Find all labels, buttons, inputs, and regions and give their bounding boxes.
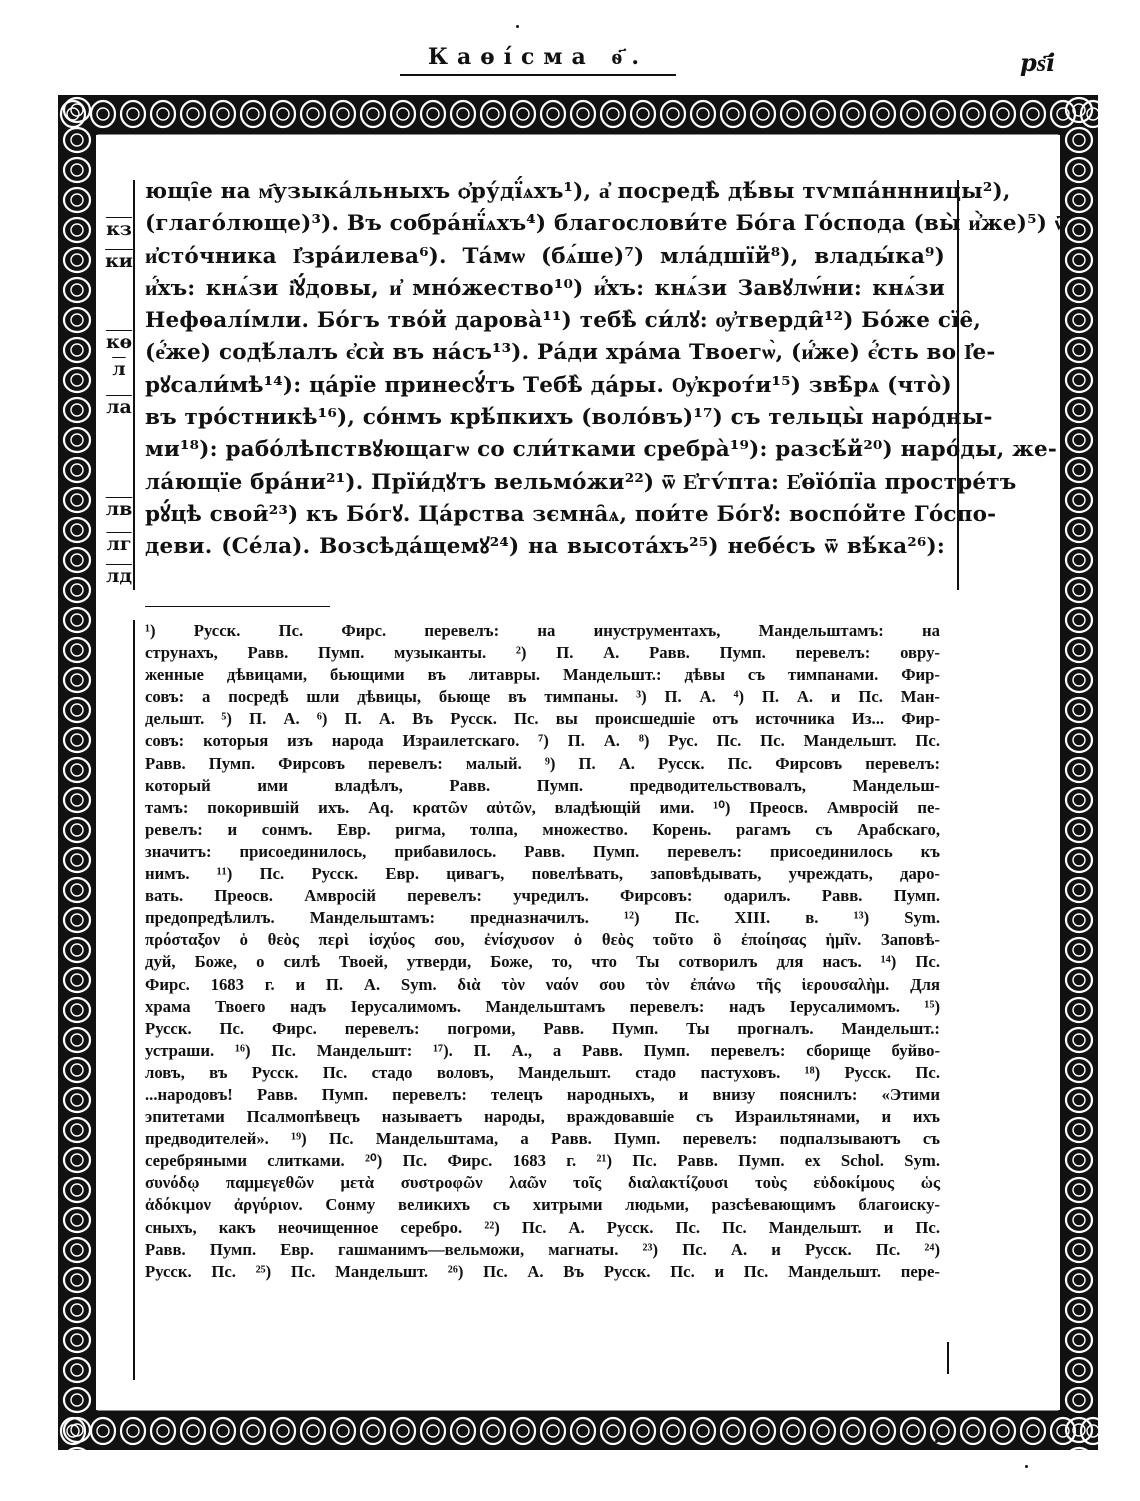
margin-note-text: ла: [106, 396, 132, 418]
margin-note-text: лв: [105, 498, 133, 520]
footnote-line: дуй, Боже, о силѣ Твоей, утверди, Боже, то, что Ты сотворилъ для насъ. ¹⁴) Пс.: [145, 952, 940, 972]
margin-note: [96, 333, 142, 352]
print-speck: [1025, 1465, 1028, 1468]
psalm-line: (е҆́же) содѣ́лалъ є҆сѝ въ на́съ¹³). Ра́ди хра́ма Твоегѡ̀, (и҆́же) є҆́сть во І҆е-: [145, 340, 996, 366]
psalm-line: ла́ющїе бра́ни²¹). Прїи́дꙋтъ вельмо́жи²²) ѿ Е҆гѵ́пта: Е҆ѳїо́пїа простре́тъ: [145, 469, 1017, 495]
footnote-line: ἀδόκιμον ἀργύριον. Сонму великихъ съ хитрыми людьми, разсѣевающимъ благоиску-: [145, 1195, 940, 1215]
margin-note: [96, 535, 142, 554]
footnote-line: эпитетами Псалмопѣвецъ называетъ народы, враждовавшіе съ Израильтянами, и ихъ: [145, 1107, 940, 1127]
margin-note-text: кз: [106, 218, 132, 240]
footnote-line: устраши. ¹⁶) Пс. Мандельшт: ¹⁷). П. А., а Равв. Пумп. перевелъ: сборище буйво-: [145, 1040, 940, 1060]
main-text-right-bar: [957, 180, 959, 590]
footnote-line: дельшт. ⁵) П. А. ⁶) П. А. Въ Русск. Пс. вы происшедшіе отъ источника Из... Фир-: [145, 709, 940, 729]
footnote-line: сныхъ, какъ неочищенное серебро. ²²) Пс. А. Русск. Пс. Пс. Мандельшт. и Пс.: [145, 1217, 940, 1237]
footnote-line: предопредѣлилъ. Мандельштамъ: предназначилъ. ¹²) Пс. XIII. в. ¹³) Sym.: [145, 908, 940, 928]
footnote-line: ¹) Русск. Пс. Фирс. перевелъ: на инуструментахъ, Мандельштамъ: на: [145, 621, 940, 640]
footnote-line: серебряными слитками. ²⁰) Пс. Фирс. 1683 г. ²¹) Пс. Равв. Пумп. ex Schol. Sym.: [145, 1151, 940, 1171]
psalm-line: (глаго́люще)³). Въ собра́нї́ѧхъ⁴) благослови́те Бо́га Го́спода (вы̀ и҆̀же)⁵) ѿ: [145, 211, 1069, 237]
footnotes: [145, 620, 940, 1283]
footnote-line: ловъ, въ Русск. Пс. стадо воловъ, Мандельшт. стадо пастуховъ. ¹⁸) Русск. Пс.: [145, 1062, 940, 1082]
margin-note: [96, 398, 142, 417]
psalm-line: и҆́хъ: кнѧ́зи і҆ꙋ́довы, и҆ мно́жество¹⁰) и҆́хъ: кнѧ́зи Завꙋлѡ́ни: кнѧ́зи: [145, 275, 945, 301]
footnote-line: Равв. Пумп. Евр. гашманимъ—вельможи, магнаты. ²³) Пс. А. и Русск. Пс. ²⁴): [145, 1239, 940, 1259]
footnote-line: πρόσταξον ὁ θεὸς περὶ ἰσχύος σου, ἐνίσχυσον ὁ θεὸς τοῦτο ὃ ἐποίησας ἡμῖν. Заповѣ-: [145, 930, 940, 950]
margin-note: [96, 360, 142, 379]
margin-note-text: кѳ: [105, 331, 133, 353]
footnote-line: вать. Преосв. Амвросій перевелъ: учредилъ. Фирсовъ: одарилъ. Равв. Пумп.: [145, 886, 940, 906]
page-header-title: Каѳі́сма ѳ҃.: [427, 44, 649, 70]
psalm-line: ющі̑е на м҄узыка́льныхъ ѻ҆ру́дї́ѧхъ¹), а҆ посредѣ̀ дѣ́вы тѵмпа́ннницы²),: [145, 179, 1011, 204]
margin-note-text: лг: [106, 533, 132, 555]
footnote-line: тамъ: покорившій ихъ. Aq. κρατῶν αὐτῶν, владѣющій ими. ¹⁰) Преосв. Амвросій пе-: [145, 797, 940, 817]
footnote-line: ...народовъ! Равв. Пумп. перевелъ: телецъ народныхъ, и внизу пояснилъ: «Этими: [145, 1084, 940, 1104]
footnote-line: Фирс. 1683 г. и П. А. Sym. διὰ τὸν ναόν σου τὸν ἐπάνω τῆς ἱερουσαλὴμ. Для: [145, 974, 940, 994]
psalm-line: рꙋсали́мѣ¹⁴): ца́рїе принесꙋ́тъ Тебѣ̀ да́ры. Ѹ҆крот́и¹⁵) звѣ̑рѧ (что̀): [145, 372, 952, 398]
psalm-line: ми¹⁸): рабо́лѣпствꙋющагѡ со сли́тками сребра̀¹⁹): разсѣ́й²⁰) наро́ды, же-: [145, 437, 1058, 463]
footnote-line: женные дѣвицами, бьющими въ литавры. Мандельшт.: дѣвы съ тимпанами. Фир-: [145, 665, 940, 685]
psalm-line: въ тро́стникѣ¹⁶), со́нмъ крѣ́пкихъ (воло́въ)¹⁷) съ тельцы̀ наро́дны-: [145, 405, 993, 431]
footnote-line: Русск. Пс. Фирс. перевелъ: погроми, Равв. Пумп. Ты прогналъ. Мандельшт.:: [145, 1018, 940, 1038]
footnote-line: предводителей». ¹⁹) Пс. Мандельштама, а Равв. Пумп. перевелъ: подпалзываютъ съ: [145, 1129, 940, 1149]
psalm-line: Нефѳалі́мли. Бо́гъ тво́й дарова̀¹¹) тебѣ̀ си́лꙋ: ѹ҆тверди̑¹²) Бо́же сїе̑,: [145, 308, 982, 334]
footnote-line: совъ: а посредѣ шли дѣвицы, бьюще въ тимпаны. ³) П. А. ⁴) П. А. и Пс. Ман-: [145, 687, 940, 707]
footnote-line: Русск. Пс. ²⁵) Пс. Мандельшт. ²⁶) Пс. А. Въ Русск. Пс. и Пс. Мандельшт. пере-: [145, 1261, 940, 1281]
footnote-line: храма Твоего надъ Іерусалимомъ. Мандельштамъ перевелъ: надъ Іерусалимомъ. ¹⁵): [145, 996, 940, 1016]
margin-note: [96, 567, 142, 586]
footnote-left-bar: [133, 620, 135, 1380]
footnote-line: нимъ. ¹¹) Пс. Русск. Евр. цивагъ, повелѣвать, заповѣдывать, учреждать, даро-: [145, 864, 940, 884]
print-speck: [935, 1440, 938, 1443]
print-speck: [516, 25, 519, 28]
footnote-line: который ими владѣлъ, Равв. Пумп. предводительствовалъ, Мандельш-: [145, 775, 940, 795]
psalm-line: рꙋ́цѣ свои̑²³) къ Бо́гꙋ. Ца́рства зємна̑ѧ, пои́те Бо́гꙋ: воспо́йте Го́спо-: [145, 501, 997, 527]
footnote-line: струнахъ, Равв. Пумп. музыканты. ²) П. А. Равв. Пумп. перевелъ: овру-: [145, 643, 940, 663]
footnote-divider: [145, 606, 330, 607]
margin-note: [96, 252, 142, 271]
page-number: рѕ҃і: [1020, 48, 1056, 77]
footnote-line: значитъ: присоединилось, прибавилось. Равв. Пумп. перевелъ: присоединилось къ: [145, 841, 940, 861]
footnote-line: συνόδῳ παμμεγεθῶν μετὰ συστροφῶν λαῶν τοῖς διαλακτίζουσι τοὺς εὐδοκίμους ὡς: [145, 1173, 940, 1193]
margin-note: [96, 500, 142, 519]
footnote-right-bar: [947, 1342, 949, 1374]
margin-note-text: лд: [105, 565, 133, 587]
psalm-text: [145, 176, 1069, 564]
footnote-line: ревелъ: и сонмъ. Евр. ригма, толпа, множество. Корень. рагамъ съ Арабскаго,: [145, 819, 940, 839]
footnote-line: Равв. Пумп. Фирсовъ перевелъ: малый. ⁹) П. А. Русск. Пс. Фирсовъ перевелъ:: [145, 753, 940, 773]
psalm-line: деви. (Се́ла). Возсѣда́щемꙋ²⁴) на высота́хъ²⁵) небе́съ ѿ вѣ́ка²⁶):: [145, 534, 945, 560]
margin-note-text: ки: [105, 250, 133, 272]
margin-note: [96, 220, 142, 239]
psalm-line: и҆сто́чника І҆зра́илева⁶). Та́мѡ (бѧ́ше)⁷) мла́дшїй⁸), влады́ка⁹): [145, 243, 945, 269]
margin-note-text: л: [112, 358, 126, 380]
page-header-rule: [400, 74, 676, 76]
footnote-line: совъ: которыя изъ народа Израилетскаго. ⁷) П. А. ⁸) Рус. Пс. Пс. Мандельшт. Пс.: [145, 731, 940, 751]
main-text-left-bar: [133, 180, 135, 590]
